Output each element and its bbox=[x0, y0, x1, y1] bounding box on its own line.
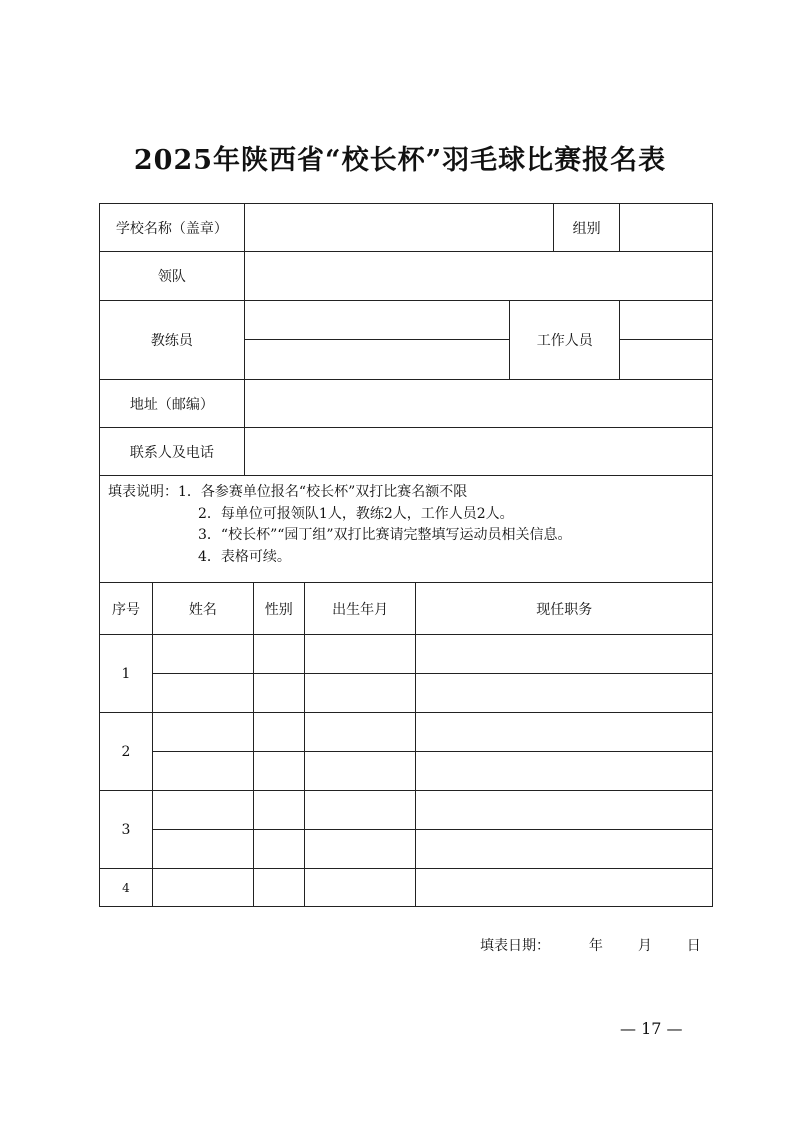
table-row bbox=[100, 752, 713, 791]
position-cell[interactable] bbox=[416, 635, 713, 674]
birth-cell[interactable] bbox=[304, 674, 416, 713]
roster-header-row bbox=[100, 583, 713, 635]
position-cell[interactable] bbox=[416, 752, 713, 791]
school-name-label: 学校名称（盖章） bbox=[100, 204, 245, 252]
position-cell[interactable] bbox=[416, 869, 713, 907]
leader-field[interactable] bbox=[244, 252, 712, 301]
position-cell[interactable] bbox=[416, 713, 713, 752]
birth-cell[interactable] bbox=[304, 791, 416, 830]
instruction-item-2: 2．每单位可报领队1人，教练2人，工作人员2人。 bbox=[198, 505, 514, 522]
gender-cell[interactable] bbox=[253, 635, 304, 674]
fill-date-line bbox=[480, 935, 701, 955]
page-number: — 17 — bbox=[620, 1019, 683, 1038]
player-roster-table bbox=[99, 582, 713, 907]
coach-label: 教练员 bbox=[100, 301, 245, 380]
header-gender: 性别 bbox=[253, 583, 304, 635]
gender-cell[interactable] bbox=[253, 869, 304, 907]
instructions-heading: 填表说明： bbox=[108, 484, 178, 500]
name-cell[interactable] bbox=[152, 791, 253, 830]
birth-cell[interactable] bbox=[304, 635, 416, 674]
header-birth: 出生年月 bbox=[304, 583, 416, 635]
instruction-item-1: 填表说明：1．各参赛单位报名“校长杯”双打比赛名额不限 bbox=[108, 482, 712, 504]
row-number: 1 bbox=[100, 635, 153, 713]
gender-cell[interactable] bbox=[253, 752, 304, 791]
header-position: 现任职务 bbox=[416, 583, 713, 635]
group-field[interactable] bbox=[620, 204, 713, 252]
year-label: 年 bbox=[588, 938, 603, 954]
table-row bbox=[100, 791, 713, 830]
address-label: 地址（邮编） bbox=[100, 380, 245, 428]
address-field[interactable] bbox=[244, 380, 712, 428]
position-cell[interactable] bbox=[416, 674, 713, 713]
table-row bbox=[100, 869, 713, 907]
table-row bbox=[100, 830, 713, 869]
position-cell[interactable] bbox=[416, 830, 713, 869]
gender-cell[interactable] bbox=[253, 830, 304, 869]
birth-cell[interactable] bbox=[304, 713, 416, 752]
registration-info-table bbox=[99, 203, 713, 583]
staff-field-2[interactable] bbox=[620, 340, 713, 380]
staff-field-1[interactable] bbox=[620, 301, 713, 340]
school-name-field[interactable] bbox=[244, 204, 553, 252]
name-cell[interactable] bbox=[152, 752, 253, 791]
month-label: 月 bbox=[637, 938, 652, 954]
gender-cell[interactable] bbox=[253, 791, 304, 830]
row-number: 2 bbox=[100, 713, 153, 791]
coach-field-1[interactable] bbox=[244, 301, 510, 340]
header-name: 姓名 bbox=[152, 583, 253, 635]
birth-cell[interactable] bbox=[304, 752, 416, 791]
row-number: 3 bbox=[100, 791, 153, 869]
gender-cell[interactable] bbox=[253, 713, 304, 752]
fill-date-label: 填表日期： bbox=[480, 938, 550, 954]
row-number: 4 bbox=[100, 869, 153, 907]
birth-cell[interactable] bbox=[304, 869, 416, 907]
staff-label: 工作人员 bbox=[510, 301, 620, 380]
group-label: 组别 bbox=[554, 204, 620, 252]
name-cell[interactable] bbox=[152, 635, 253, 674]
name-cell[interactable] bbox=[152, 713, 253, 752]
table-row bbox=[100, 674, 713, 713]
instructions-box bbox=[100, 476, 713, 583]
position-cell[interactable] bbox=[416, 791, 713, 830]
name-cell[interactable] bbox=[152, 869, 253, 907]
table-row bbox=[100, 713, 713, 752]
leader-label: 领队 bbox=[100, 252, 245, 301]
day-label: 日 bbox=[686, 938, 701, 954]
name-cell[interactable] bbox=[152, 830, 253, 869]
contact-label: 联系人及电话 bbox=[100, 428, 245, 476]
contact-field[interactable] bbox=[244, 428, 712, 476]
birth-cell[interactable] bbox=[304, 830, 416, 869]
coach-field-2[interactable] bbox=[244, 340, 510, 380]
header-number: 序号 bbox=[100, 583, 153, 635]
gender-cell[interactable] bbox=[253, 674, 304, 713]
name-cell[interactable] bbox=[152, 674, 253, 713]
instruction-item-4: 4．表格可续。 bbox=[198, 548, 291, 565]
form-title: 2025年陕西省“校长杯”羽毛球比赛报名表 bbox=[133, 145, 667, 176]
instruction-item-3: 3．“校长杯”“园丁组”双打比赛请完整填写运动员相关信息。 bbox=[198, 527, 572, 543]
table-row bbox=[100, 635, 713, 674]
